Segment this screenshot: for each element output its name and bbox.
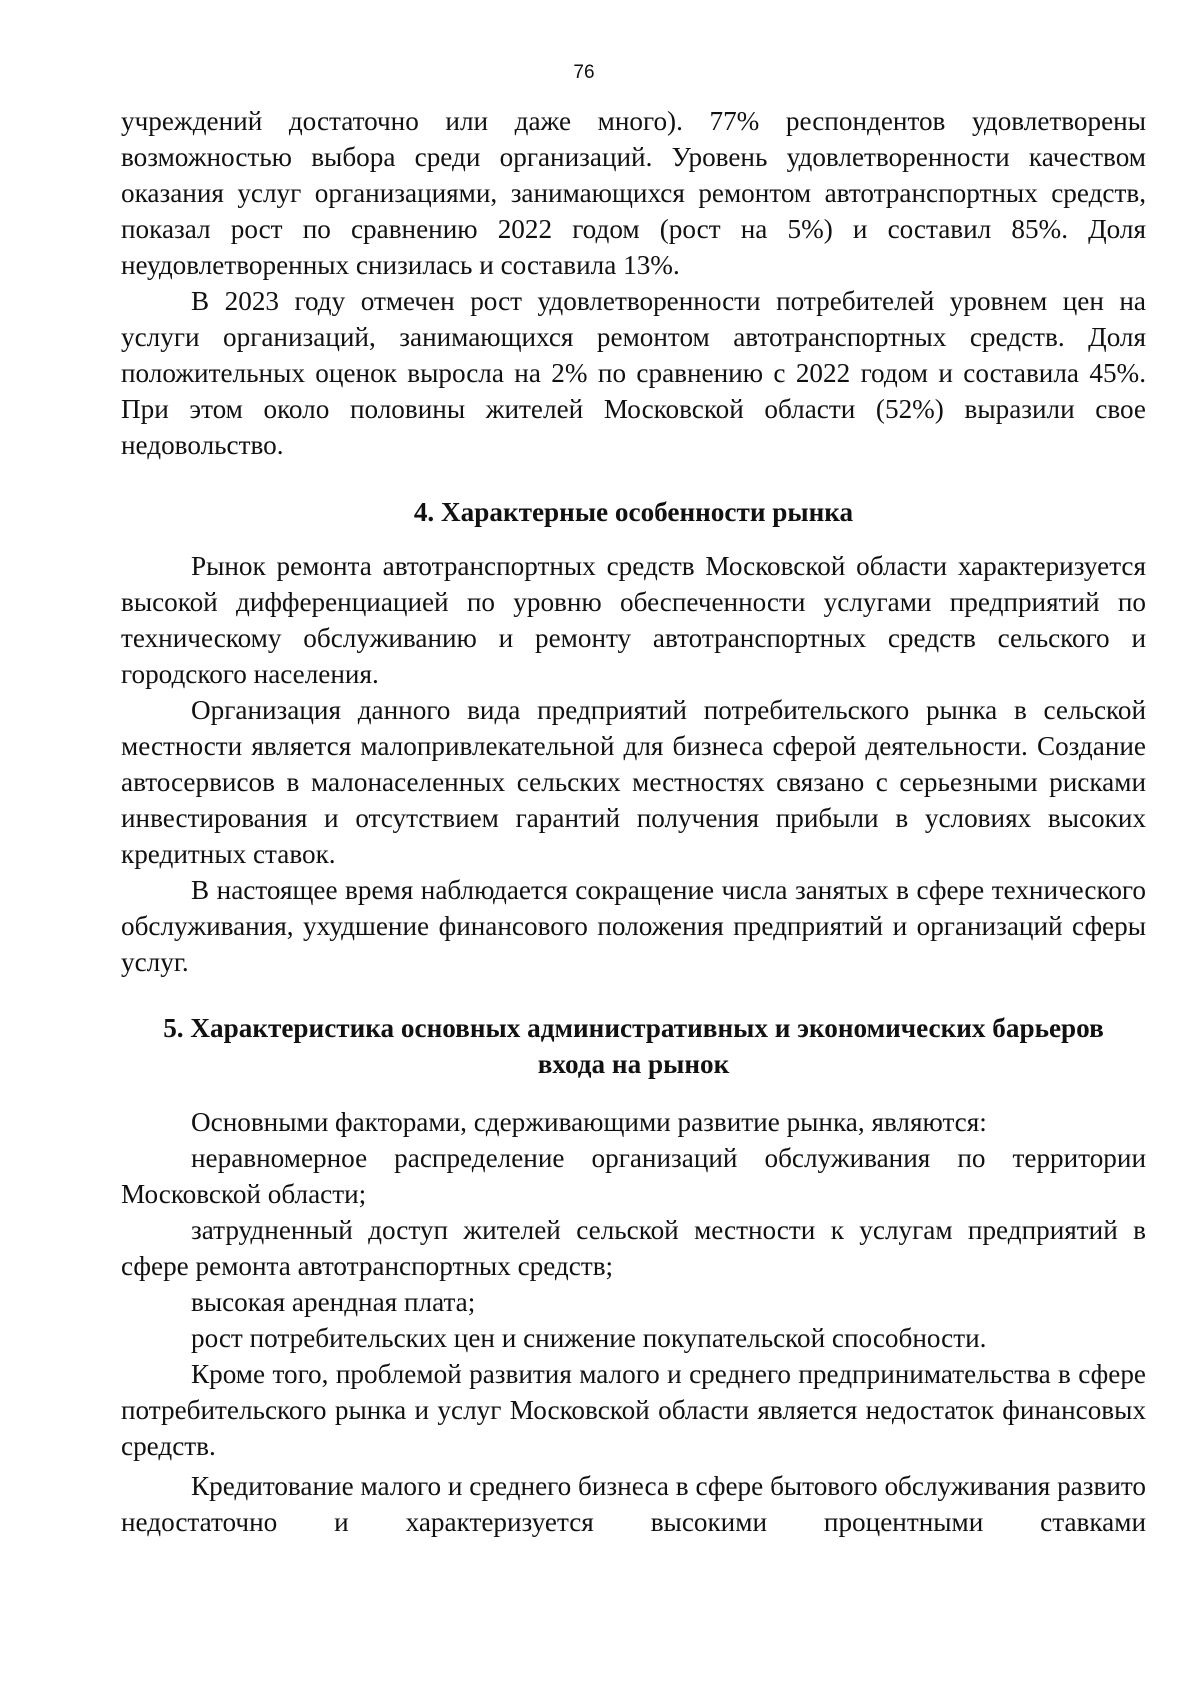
list-item-price-growth: рост потребительских цен и снижение покупательской способности. [191,1323,987,1353]
section-heading-entry-barriers: 5. Характеристика основных административных и экономических барьеров входа на рынок [163,1013,1104,1079]
paragraph-financing-problem: Кроме того, проблемой развития малого и среднего предпринимательства в сфере потребительского рынка и услуг Московской области является недостаток финансовых средств. [121,1359,1146,1461]
page-content [121,103,1146,1540]
list-item-uneven-distribution: неравномерное распределение организаций обслуживания по территории Московской области; [121,1143,1146,1209]
list-item-rural-access: затрудненный доступ жителей сельской местности к услугам предприятий в сфере ремонта автотранспортных средств; [121,1215,1146,1281]
page-number: 76 [573,62,595,83]
paragraph-rural-business: Организация данного вида предприятий потребительского рынка в сельской местности является малопривлекательной для бизнеса сферой деятельности. Создание автосервисов в малонаселенных сельских местностях связано с серьезными рисками инвестирования и отсутствием гарантий получения прибыли в условиях высоких кредитных ставок. [121,695,1146,869]
paragraph-employment-decline: В настоящее время наблюдается сокращение числа занятых в сфере технического обслуживания, ухудшение финансового положения предприятий и организаций сферы услуг. [121,875,1146,977]
paragraph-market-differentiation: Рынок ремонта автотранспортных средств Московской области характеризуется высокой дифференциацией по уровню обеспеченности услугами предприятий по техническому обслуживанию и ремонту автотранспортных средств сельского и городского населения. [121,551,1146,689]
section-heading-market-features: 4. Характерные особенности рынка [413,497,854,527]
paragraph-satisfaction-prices: В 2023 году отмечен рост удовлетворенности потребителей уровнем цен на услуги организаций, занимающихся ремонтом автотранспортных средств. Доля положительных оценок выросла на 2% по сравнению с 2022 годом и составила 45%. При этом около половины жителей Московской области (52%) выразили свое недовольство. [121,286,1146,460]
paragraph-satisfaction-quality: учреждений достаточно или даже много). 77% респондентов удовлетворены возможностью выбора среди организаций. Уровень удовлетворенности качеством оказания услуг организациями, занимающихся ремонтом автотранспортных средств, показал рост по сравнению 2022 годом (рост на 5%) и составил 85%. Доля неудовлетворенных снизилась и составила 13%. [121,106,1146,280]
paragraph-crediting: Кредитование малого и среднего бизнеса в сфере бытового обслуживания развито недостаточно и характеризуется высокими процентными ставками [121,1471,1146,1537]
paragraph-main-factors: Основными факторами, сдерживающими развитие рынка, являются: [191,1107,987,1137]
list-item-high-rent: высокая арендная плата; [191,1287,476,1317]
